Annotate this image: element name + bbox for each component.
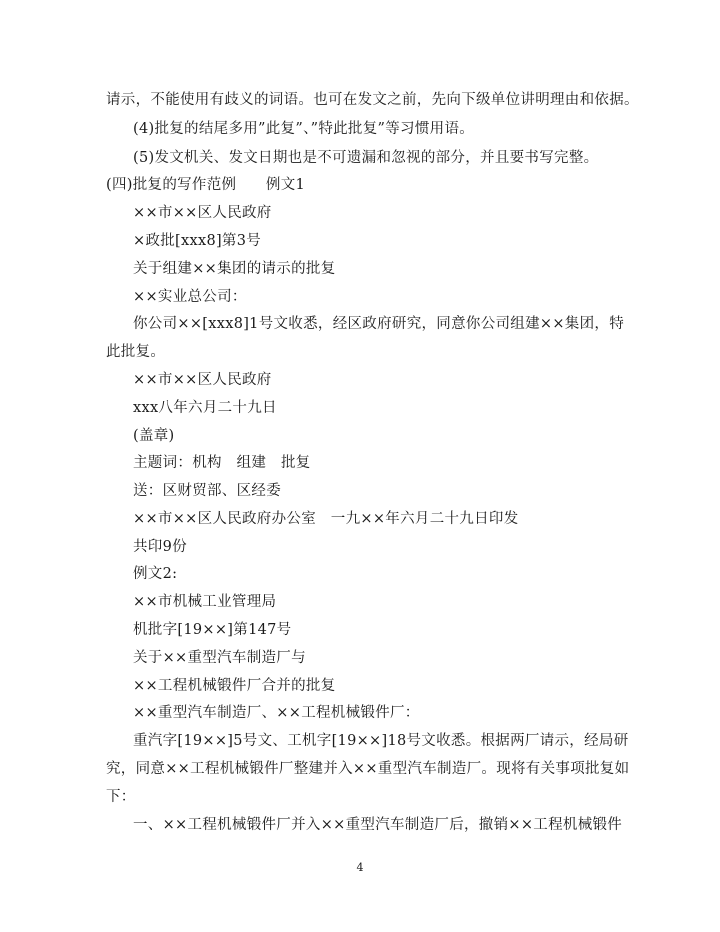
text-line: 你公司××[xxx8]1号文收悉，经区政府研究，同意你公司组建××集团，特 [133,316,624,332]
text-line: ××市××区人民政府 [133,372,272,388]
text-line: 重汽字[19××]5号文、工机字[19××]18号文收悉。根据两厂请示，经局研 [133,733,629,749]
text-line: 主题词：机构 组建 批复 [133,455,311,471]
text-line: 下： [106,789,136,805]
text-line: 机批字[19××]第147号 [133,622,292,638]
section-heading: (四)批复的写作范例 例文1 [106,177,306,193]
text-line: ××市××区人民政府办公室 一九××年六月二十九日印发 [133,511,519,527]
text-line: ×政批[xxx8]第3号 [133,233,262,249]
text-line: 此批复。 [106,344,166,360]
text-line: 请示，不能使用有歧义的词语。也可在发文之前，先向下级单位讲明理由和依据。 [106,92,639,108]
text-line: ××市××区人民政府 [133,205,272,221]
text-line: ××实业总公司： [133,289,247,305]
text-line: 究，同意××工程机械锻件厂整建并入××重型汽车制造厂。现将有关事项批复如 [106,761,630,777]
text-line: 关于组建××集团的请示的批复 [133,261,336,277]
text-line: (4)批复的结尾多用”此复”、”特此批复”等习惯用语。 [133,121,475,137]
text-line: (盖章) [133,428,175,444]
text-line: 例文2: [133,566,178,582]
page-number: 4 [356,861,364,874]
text-line: ××市机械工业管理局 [133,594,277,610]
text-line: 共印9份 [133,539,187,555]
text-line: xxx八年六月二十九日 [133,400,277,416]
text-line: 一、××工程机械锻件厂并入××重型汽车制造厂后，撤销××工程机械锻件 [133,817,623,833]
text-line: ××工程机械锻件厂合并的批复 [133,678,336,694]
text-line: 送：区财贸部、区经委 [133,483,281,499]
text-line: 关于××重型汽车制造厂与 [133,650,306,666]
text-line: ××重型汽车制造厂、××工程机械锻件厂： [133,705,420,721]
text-line: (5)发文机关、发文日期也是不可遗漏和忽视的部分，并且要书写完整。 [133,150,599,166]
